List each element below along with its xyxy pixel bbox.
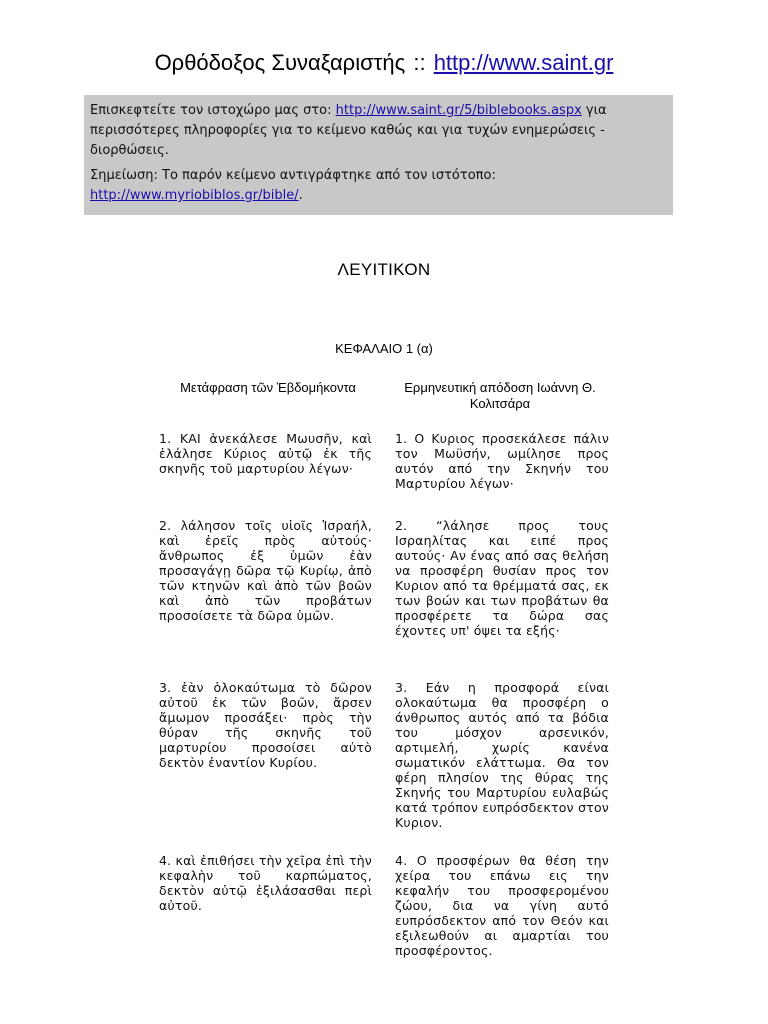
header-separator: :: — [413, 50, 426, 75]
verse-4-septuagint: 4. καὶ ἐπιθήσει τὴν χεῖρα ἐπὶ τὴν κεφαλὴν τοῦ καρπώματος, δεκτὸν αὐτῷ ἐξιλάσασθαι περὶ αὐτοῦ. — [159, 853, 372, 913]
notice-source-prefix: Σημείωση: Το παρόν κείμενο αντιγράφτηκε από τον ιστότοπο: — [90, 168, 496, 183]
book-title: ΛΕΥΙΤΙΚΟΝ — [337, 260, 431, 279]
verse-4-interpretation: 4. Ο προσφέρων θα θέση την χείρα του επάνω εις την κεφαλήν του προσφερομένου ζώου, δια να γίνη αυτό ευπρόσδεκτον από τον Θεόν και εξιλεωθούν αι αμαρτίαι του προσφέροντος. — [395, 853, 609, 958]
site-url-link[interactable]: http://www.saint.gr — [433, 50, 614, 75]
notice-visit-paragraph — [90, 101, 667, 161]
myriobiblos-link[interactable]: http://www.myriobiblos.gr/bible/ — [90, 188, 299, 203]
verse-2-interpretation: 2. “λάλησε προς τους Ισραηλίτας και ειπέ προς αυτούς· Αν ένας από σας θελήση να προσφέρη θυσίαν προς τον Κυριον από τα θρέμματά σας, εκ των βοών και των προβάτων θα προσφέρετε τα δώρα σας έχοντες υπ' όψει τα εξής· — [395, 518, 609, 638]
notice-visit-suffix: για περισσότερες πληροφορίες για το κείμενο καθώς και για τυχών ενημερώσεις - διορθώσεις. — [90, 103, 607, 158]
verse-2-septuagint: 2. λάλησον τοῖς υἱοῖς Ἰσραήλ, καὶ ἐρεῖς πρὸς αὐτούς· ἄνθρωπος ἐξ ὑμῶν ἐὰν προσαγάγῃ δῶρα τῷ Κυρίῳ, ἀπὸ τῶν κτηνῶν καὶ ἀπὸ τῶν βοῶν καὶ ἀπὸ τῶν προβάτων προσοίσετε τὰ δῶρα ὑμῶν. — [159, 518, 372, 623]
notice-source-suffix: . — [298, 188, 303, 203]
notice-source-paragraph — [90, 166, 667, 206]
notice-visit-prefix: Επισκεφτείτε τον ιστοχώρο μας στο: — [90, 103, 336, 118]
verse-3-septuagint: 3. ἐὰν ὁλοκαύτωμα τὸ δῶρον αὐτοῦ ἐκ τῶν βοῶν, ἄρσεν ἄμωμον προσάξει· πρὸς τὴν θύραν τῆς σκηνῆς τοῦ μαρτυρίου προσοίσει αὐτὸ δεκτὸν ἐναντίον Κυρίου. — [159, 680, 372, 770]
interpretation-column-header: Ερμηνευτική απόδοση Ιωάννη Θ. Κολιτσάρα — [404, 380, 596, 411]
verse-3-interpretation: 3. Εάν η προσφορά είναι ολοκαύτωμα θα προσφέρη ο άνθρωπος αυτός από τα βόδια του μόσχον αρσενικόν, αρτιμελή, χωρίς κανένα σωματικόν ελάττωμα. Θα τον φέρη πλησίον της θύρας της Σκηνής του Μαρτυρίου ευλαβώς κατά τρόπον ευπρόσδεκτον στον Κυριον. — [395, 680, 609, 830]
verse-1-septuagint: 1. ΚΑΙ ἀνεκάλεσε Μωυσῆν, καὶ ἐλάλησε Κύριος αὐτῷ ἐκ τῆς σκηνῆς τοῦ μαρτυρίου λέγων· — [159, 431, 372, 476]
biblebooks-link[interactable]: http://www.saint.gr/5/biblebooks.aspx — [335, 103, 582, 118]
site-header — [0, 50, 768, 76]
verse-1-interpretation: 1. Ο Κυριος προσεκάλεσε πάλιν τον Μωϋσήν, ωμίλησε προς αυτόν από την Σκηνήν του Μαρτυρίου λέγων· — [395, 431, 609, 491]
chapter-title: ΚΕΦΑΛΑΙΟ 1 (α) — [335, 341, 433, 356]
site-name: Ορθόδοξος Συναξαριστής — [154, 50, 406, 75]
notice-box — [84, 95, 673, 215]
septuagint-column-header: Μετάφραση τῶν Ἑβδομήκοντα — [180, 380, 356, 395]
